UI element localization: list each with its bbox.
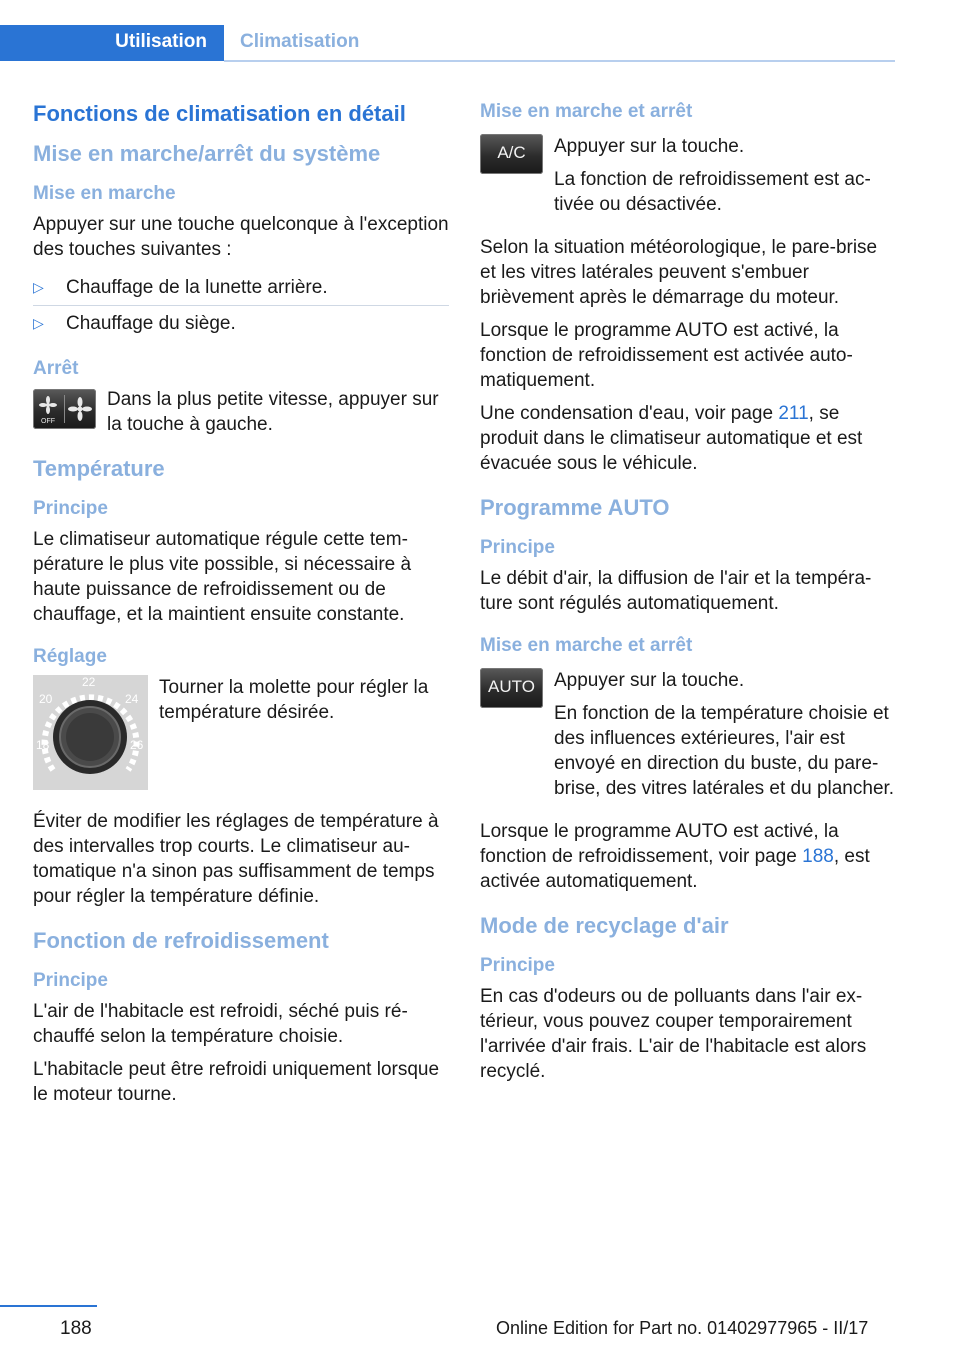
- heading-off: Arrêt: [33, 358, 79, 379]
- paragraph-cool-1: L'air de l'habitacle est refroidi, séché puis réchauffé selon la température choisie.: [33, 1001, 408, 1047]
- auto-button-image: [480, 668, 543, 708]
- auto-button-label: AUTO: [488, 677, 535, 696]
- off-figure-row: [33, 387, 449, 437]
- paragraph-recirculation: En cas d'odeurs ou de polluants dans l'air extérieur, vous pouvez couper temporairement l'arrivée d'air frais. L'air de l'habitacle est alors recyclé.: [480, 986, 867, 1082]
- tab-climatisation[interactable]: [224, 25, 895, 61]
- dial-label-26: 26: [130, 738, 144, 752]
- paragraph-auto-fn-text: En fonction de la température choisie et des influences extérieures, l'air est envoyé en direction du buste, du pare-brise, des vitres latérales et du plancher.: [554, 703, 895, 799]
- auto-figure-row: [480, 664, 896, 801]
- paragraph-press: Appuyer sur la touche.: [554, 670, 745, 691]
- ac-figure-row: [480, 130, 896, 217]
- edition-text: Online Edition for Part no. 01402977965 - II/17: [496, 1318, 869, 1338]
- paragraph-auto: Le débit d'air, la diffusion de l'air et la température sont régulés automatiquement.: [480, 568, 872, 614]
- list-item-text: Chauffage de la lunette arrière.: [66, 277, 328, 298]
- dial-label-18: 18: [36, 738, 50, 752]
- paragraph-press: Appuyer sur la touche.: [554, 136, 745, 157]
- ac-button-image: [480, 134, 543, 174]
- paragraph-on: Appuyer sur une touche quelconque à l'exception des touches suivantes :: [33, 214, 449, 260]
- paragraph-auto-2: [480, 819, 896, 894]
- header-bar: [0, 25, 895, 61]
- tab-utilisation[interactable]: [0, 25, 224, 61]
- paragraph-ac-text: La fonction de refroidissement est activée ou désactivée.: [554, 169, 871, 215]
- heading-auto: Programme AUTO: [480, 495, 670, 520]
- temperature-dial-image: [33, 675, 148, 790]
- footer-rule: [0, 1305, 97, 1307]
- auto2-text-b: , est activée automatiquement.: [480, 846, 870, 892]
- heading-onoff: Mise en marche et arrêt: [480, 635, 693, 656]
- dial-label-22: 22: [82, 675, 96, 689]
- paragraph-weather: Selon la situation météorologique, le pare-brise et les vitres latérales peuvent s'embuer brièvement après le démarrage du moteur.: [480, 237, 878, 308]
- dial-label-20: 20: [39, 692, 53, 706]
- fan-off-button-image: [33, 389, 96, 429]
- paragraph-temperature: Le climatiseur automatique régule cette température le plus vite possible, si nécessaire à haute puissance de refroidissement ou de chauffage, et la maintient ensuite constante.: [33, 529, 412, 625]
- paragraph-off: Dans la plus petite vitesse, appuyer sur la touche à gauche.: [107, 389, 439, 435]
- exceptions-list: [33, 270, 449, 341]
- paragraph-condensation: [480, 401, 896, 476]
- dial-figure-row: [33, 675, 449, 795]
- heading-principle: Principe: [480, 537, 555, 558]
- heading-setting: Réglage: [33, 646, 107, 667]
- heading-on: Mise en marche: [33, 183, 176, 204]
- condensation-text-b: , se produit dans le climatiseur automatique et est évacuée sous le véhicule.: [480, 403, 863, 474]
- page-number: 188: [60, 1318, 92, 1339]
- page-link-211[interactable]: 211: [778, 403, 809, 424]
- list-item: [33, 270, 449, 306]
- condensation-text-a: Une condensation d'eau, voir page: [480, 403, 779, 424]
- page-link-188[interactable]: 188: [802, 846, 834, 867]
- paragraph-auto-on: Lorsque le programme AUTO est activé, la fonction de refroidissement est activée automatiquement.: [480, 320, 853, 391]
- left-column: [33, 100, 449, 1115]
- temperature-dial-icon: [33, 675, 148, 790]
- heading-recirculation: Mode de recyclage d'air: [480, 913, 729, 938]
- paragraph-cool-2: L'habitacle peut être refroidi uniquement lorsque le moteur tourne.: [33, 1059, 440, 1105]
- paragraph-ac: [554, 167, 896, 217]
- heading-temperature: Température: [33, 456, 165, 481]
- dial-label-24: 24: [125, 692, 139, 706]
- fan-icon: [33, 389, 96, 429]
- paragraph-setting: Tourner la molette pour régler la température désirée.: [159, 677, 429, 723]
- header-rule: [224, 60, 895, 62]
- list-item-text: Chauffage du siège.: [66, 313, 236, 334]
- heading-system: Mise en marche/arrêt du système: [33, 141, 381, 166]
- svg-text:OFF: OFF: [41, 418, 55, 425]
- heading-onoff: Mise en marche et arrêt: [480, 101, 693, 122]
- triangle-bullet-icon: ▷: [33, 315, 44, 331]
- paragraph-auto-fn: [554, 701, 896, 801]
- auto2-text-a: Lorsque le programme AUTO est activé, la fonction de refroidissement, voir page: [480, 821, 839, 867]
- heading-cooling: Fonction de refroidissement: [33, 928, 329, 953]
- heading-principle: Principe: [33, 970, 108, 991]
- tab-utilisation-label: Utilisation: [115, 31, 207, 52]
- heading-principle: Principe: [480, 955, 555, 976]
- list-item: [33, 306, 449, 341]
- heading-principle: Principe: [33, 498, 108, 519]
- section-title: Fonctions de climatisation en détail: [33, 101, 406, 126]
- triangle-bullet-icon: ▷: [33, 279, 44, 295]
- right-column: [480, 100, 896, 1092]
- tab-climatisation-label: Climatisation: [240, 31, 360, 52]
- paragraph-avoid: Éviter de modifier les réglages de température à des intervalles trop courts. Le climatiseur automatique n'a sinon pas suffisamment de temps pour régler la température définie.: [33, 811, 439, 907]
- ac-button-label: A/C: [497, 143, 526, 162]
